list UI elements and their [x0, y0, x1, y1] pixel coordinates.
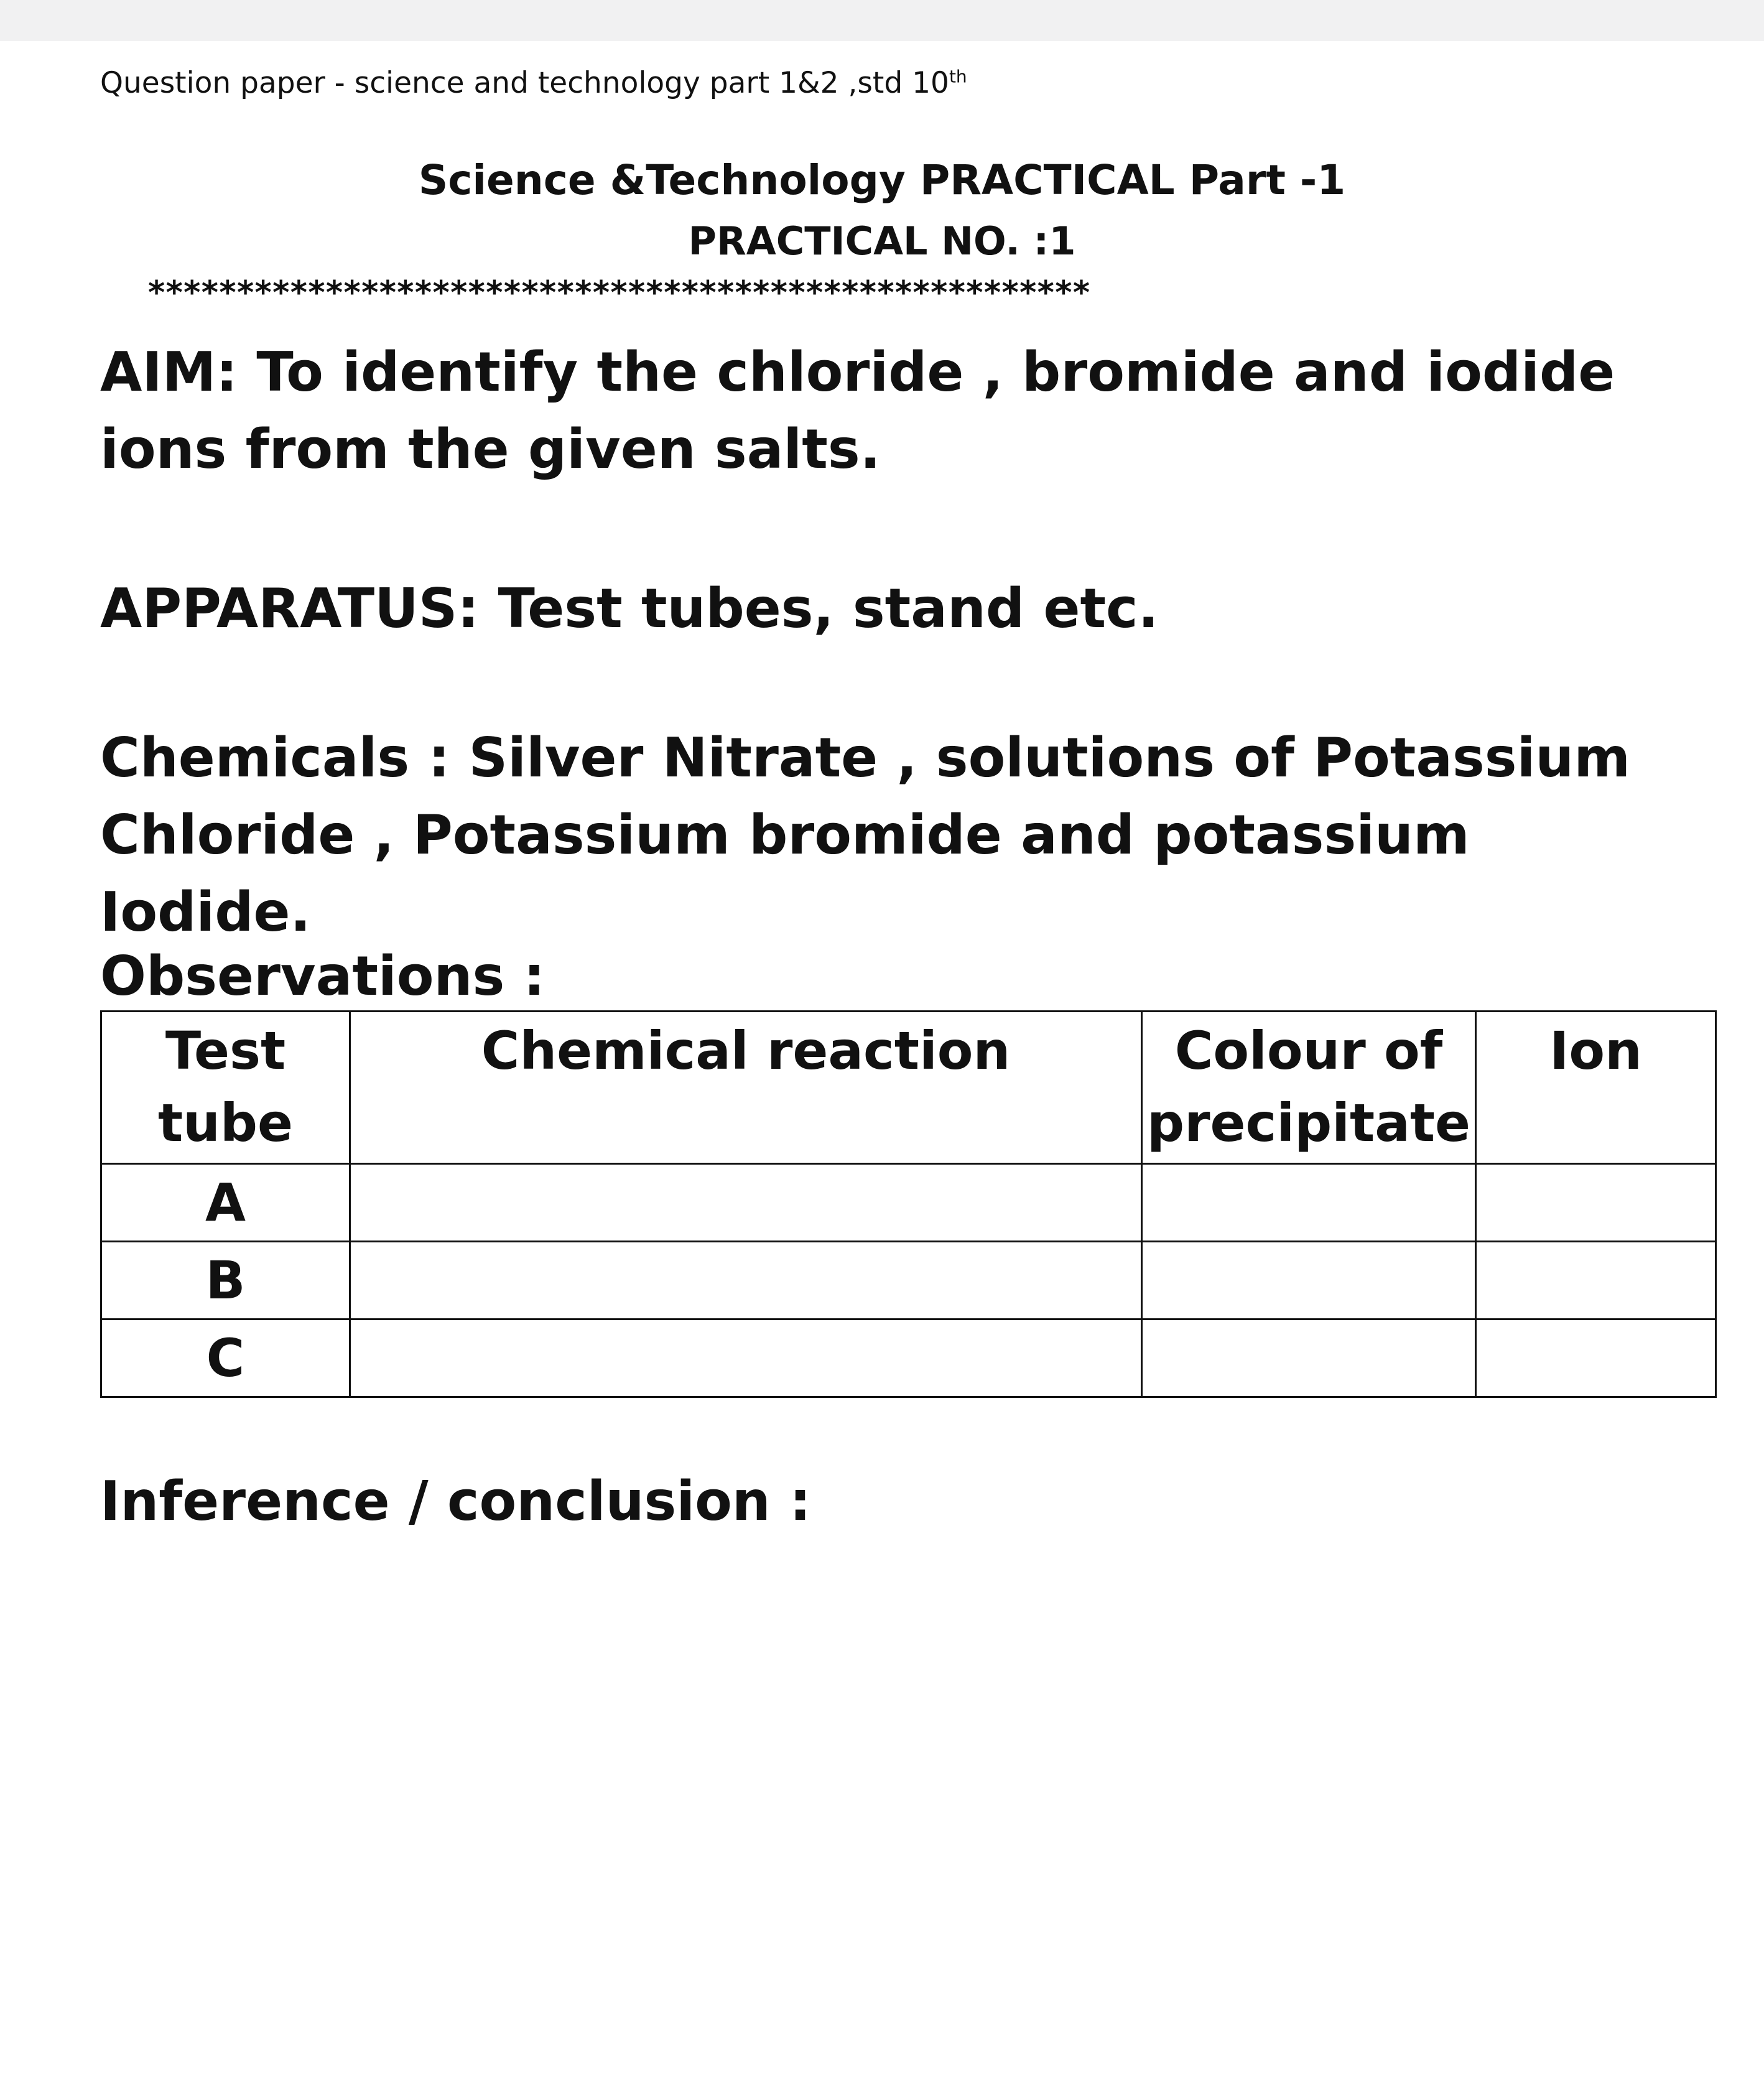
cell-test-tube: B [101, 1242, 350, 1320]
apparatus-paragraph: APPARATUS: Test tubes, stand etc. [100, 577, 1159, 640]
observations-table [100, 1010, 1717, 1398]
star-separator: ***************************************************** [148, 274, 1091, 312]
cell-ion [1476, 1242, 1716, 1320]
document-page [0, 41, 1764, 2081]
header-test-tube-line2: tube [157, 1092, 294, 1153]
cell-chemical-reaction [350, 1320, 1142, 1397]
header-chemical-reaction: Chemical reaction [350, 1012, 1142, 1164]
table-header-row [101, 1012, 1716, 1164]
header-test-tube-line1: Test [165, 1020, 286, 1081]
running-header-text: Question paper - science and technology part 1&2 ,std 10 [100, 66, 949, 100]
cell-colour [1142, 1242, 1476, 1320]
inference-heading: Inference / conclusion : [100, 1469, 811, 1533]
header-colour-line2: precipitate [1147, 1092, 1470, 1153]
header-ion: Ion [1476, 1012, 1716, 1164]
cell-ion [1476, 1164, 1716, 1242]
viewer-top-bar [0, 0, 1764, 41]
observations-heading: Observations : [100, 944, 545, 1008]
practical-number: PRACTICAL NO. :1 [688, 218, 1076, 264]
aim-paragraph: AIM: To identify the chloride , bromide and iodide ions from the given salts. [100, 340, 1615, 481]
running-header-superscript: th [949, 66, 967, 87]
chemicals-paragraph: Chemicals : Silver Nitrate , solutions of Potassium Chloride , Potassium bromide and potassium Iodide. [100, 726, 1631, 944]
cell-colour [1142, 1164, 1476, 1242]
running-header [100, 66, 967, 100]
cell-chemical-reaction [350, 1242, 1142, 1320]
cell-colour [1142, 1320, 1476, 1397]
table-row [101, 1320, 1716, 1397]
cell-test-tube: C [101, 1320, 350, 1397]
table-row [101, 1164, 1716, 1242]
cell-chemical-reaction [350, 1164, 1142, 1242]
header-colour-of-precipitate [1142, 1012, 1476, 1164]
practical-title: Science &Technology PRACTICAL Part -1 [418, 156, 1346, 204]
cell-ion [1476, 1320, 1716, 1397]
table-row [101, 1242, 1716, 1320]
cell-test-tube: A [101, 1164, 350, 1242]
header-colour-line1: Colour of [1174, 1020, 1443, 1081]
header-test-tube [101, 1012, 350, 1164]
